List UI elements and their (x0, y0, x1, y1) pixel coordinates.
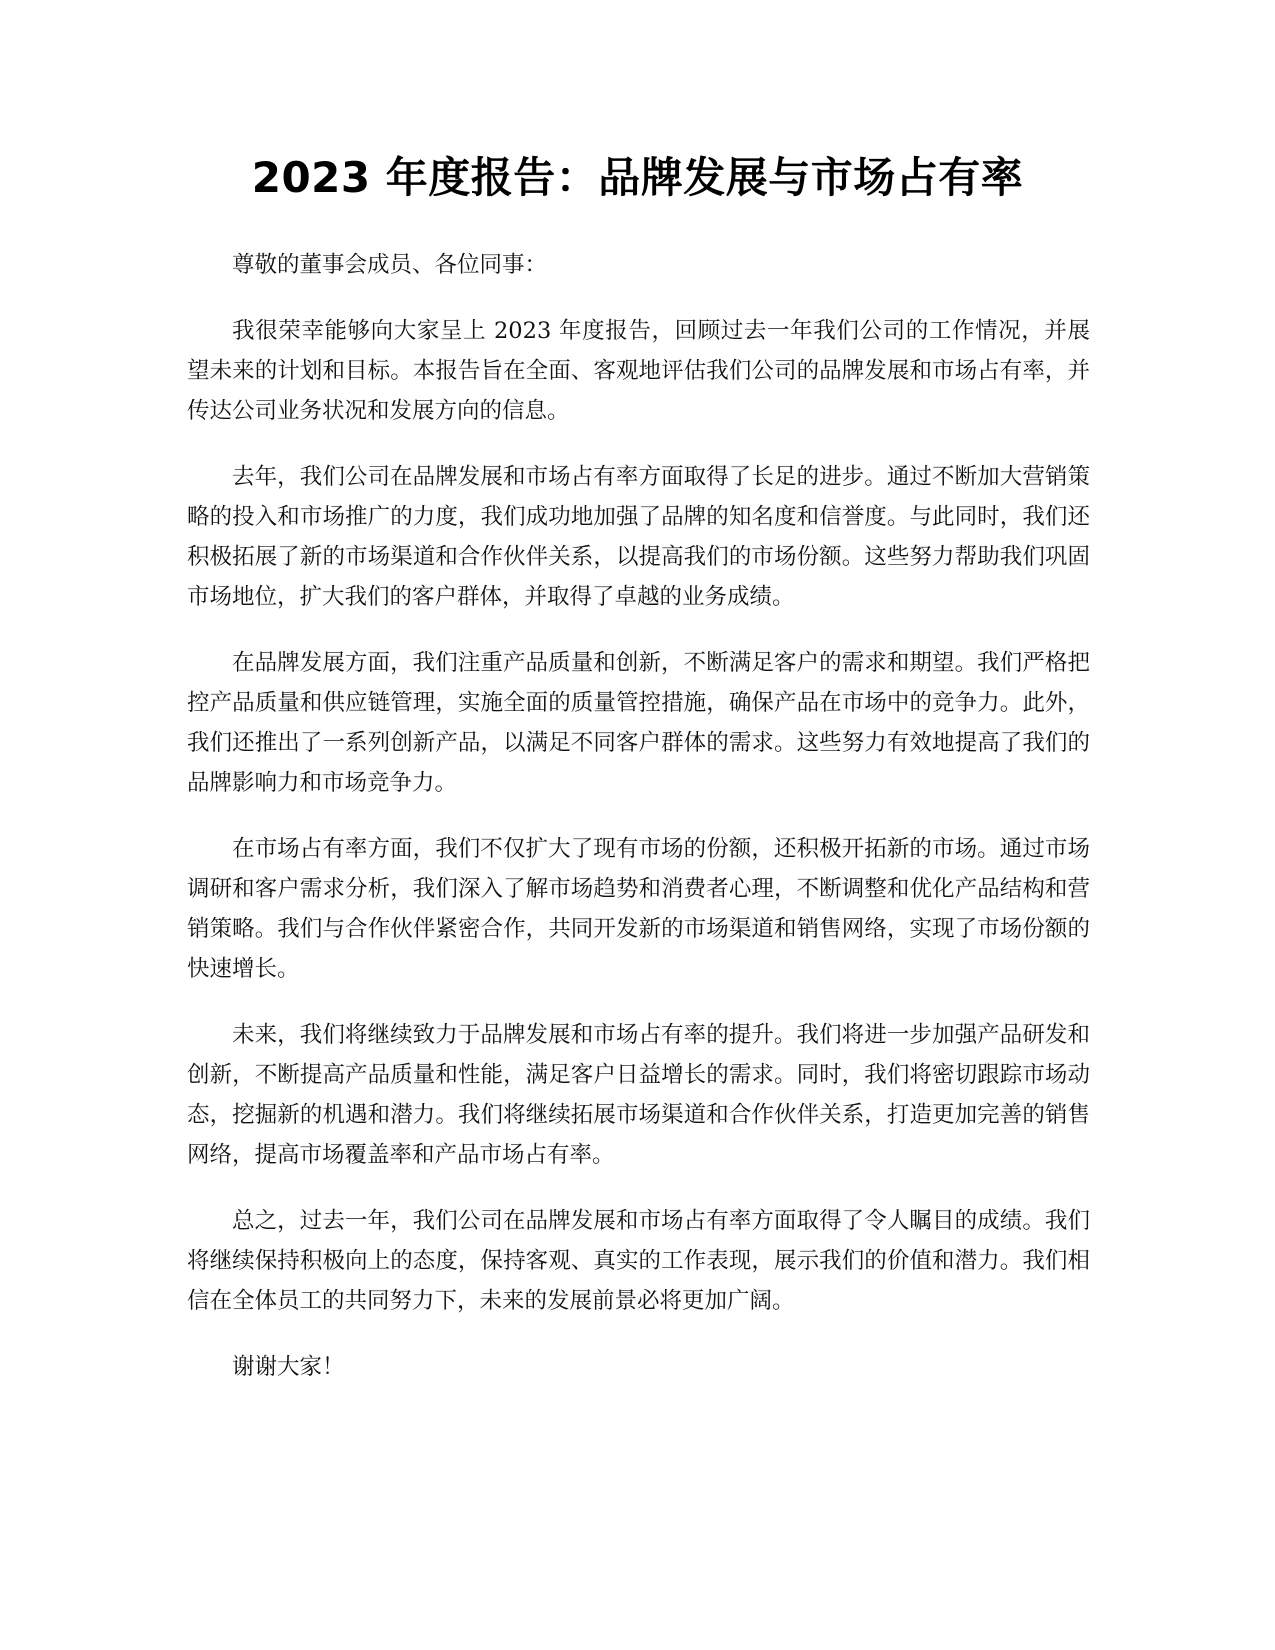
paragraph-intro: 我很荣幸能够向大家呈上 2023 年度报告，回顾过去一年我们公司的工作情况，并展望未来的计划和目标。本报告旨在全面、客观地评估我们公司的品牌发展和市场占有率，并传达公司业务状况和发展方向的信息。 (187, 318, 1090, 424)
salutation: 尊敬的董事会成员、各位同事： (232, 252, 548, 278)
document-title: 2023 年度报告：品牌发展与市场占有率 (251, 153, 1024, 202)
document-body (187, 245, 1090, 1413)
paragraph-brand-development: 在品牌发展方面，我们注重产品质量和创新，不断满足客户的需求和期望。我们严格把控产品质量和供应链管理，实施全面的质量管控措施，确保产品在市场中的竞争力。此外，我们还推出了一系列创新产品，以满足不同客户群体的需求。这些努力有效地提高了我们的品牌影响力和市场竞争力。 (187, 650, 1090, 796)
paragraph-conclusion: 总之，过去一年，我们公司在品牌发展和市场占有率方面取得了令人瞩目的成绩。我们将继续保持积极向上的态度，保持客观、真实的工作表现，展示我们的价值和潜力。我们相信在全体员工的共同努力下，未来的发展前景必将更加广阔。 (187, 1208, 1090, 1314)
paragraph-future-plans: 未来，我们将继续致力于品牌发展和市场占有率的提升。我们将进一步加强产品研发和创新，不断提高产品质量和性能，满足客户日益增长的需求。同时，我们将密切跟踪市场动态，挖掘新的机遇和潜力。我们将继续拓展市场渠道和合作伙伴关系，打造更加完善的销售网络，提高市场覆盖率和产品市场占有率。 (187, 1022, 1090, 1168)
paragraph-progress: 去年，我们公司在品牌发展和市场占有率方面取得了长足的进步。通过不断加大营销策略的投入和市场推广的力度，我们成功地加强了品牌的知名度和信誉度。与此同时，我们还积极拓展了新的市场渠道和合作伙伴关系，以提高我们的市场份额。这些努力帮助我们巩固市场地位，扩大我们的客户群体，并取得了卓越的业务成绩。 (187, 464, 1090, 610)
closing: 谢谢大家！ (232, 1354, 345, 1380)
paragraph-market-share: 在市场占有率方面，我们不仅扩大了现有市场的份额，还积极开拓新的市场。通过市场调研和客户需求分析，我们深入了解市场趋势和消费者心理，不断调整和优化产品结构和营销策略。我们与合作伙伴紧密合作，共同开发新的市场渠道和销售网络，实现了市场份额的快速增长。 (187, 836, 1090, 982)
